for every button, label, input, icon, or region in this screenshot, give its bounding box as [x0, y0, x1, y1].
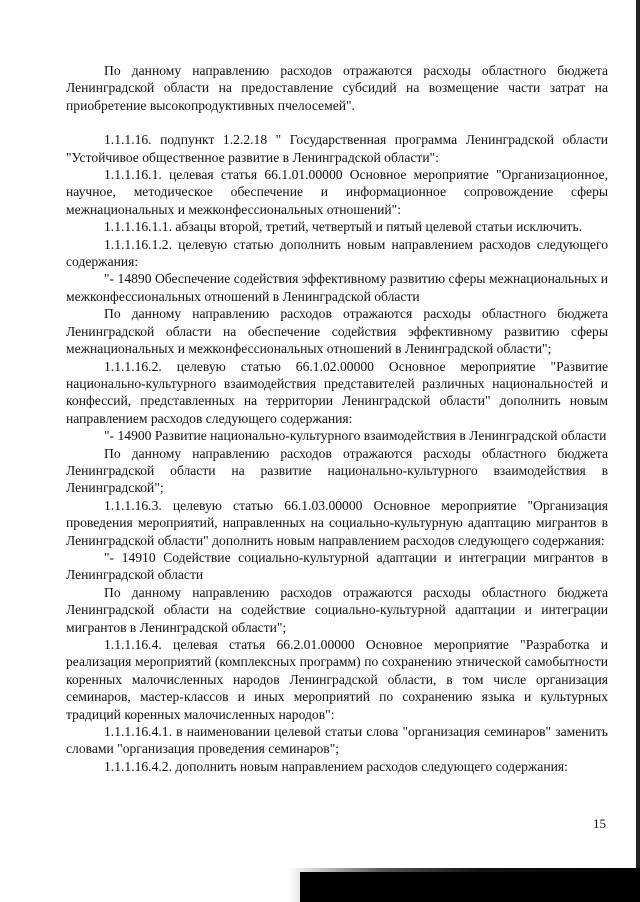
paragraph-1-1-1-16-4-2: 1.1.1.16.4.2. дополнить новым направлением расходов следующего содержания: [104, 758, 568, 774]
scan-shadow-bottom-solid [300, 872, 640, 902]
document-body [66, 62, 608, 775]
paragraph-1-1-1-16-1-2: 1.1.1.16.1.2. целевую статью дополнить новым направлением расходов следующего содержания: [66, 236, 608, 270]
paragraph-1-1-1-16-1: 1.1.1.16.1. целевая статья 66.1.01.00000 Основное мероприятие "Организационное, научное, методическое обеспечение и информационное сопровождение сферы межнациональных и межконфессиональных отношений": [66, 167, 608, 217]
scan-edge-right [636, 0, 640, 902]
paragraph-14890-description: По данному направлению расходов отражаются расходы областного бюджета Ленинградской области на обеспечение содействия эффективному развитию сферы межнациональных и межконфессиональных отношений в Ленинградской области"; [66, 306, 608, 357]
paragraph-1-1-1-16: 1.1.1.16. подпункт 1.2.2.18 " Государственная программа Ленинградской области "Устойчивое общественное развитие в Ленинградской области": [66, 132, 608, 165]
paragraph-1-1-1-16-1-1: 1.1.1.16.1.1. абзацы второй, третий, четвертый и пятый целевой статьи исключить. [104, 219, 583, 235]
paragraph-14900-description: По данному направлению расходов отражаются расходы областного бюджета Ленинградской области на развитие национально-культурного взаимодействия в Ленинградской"; [66, 445, 608, 496]
paragraph-gap [66, 114, 608, 131]
page-number: 15 [593, 816, 606, 831]
paragraph-subsidies-bees: По данному направлению расходов отражаются расходы областного бюджета Ленинградской области на предоставление субсидий на возмещение части затрат на приобретение высокопродуктивных пчелосемей". [66, 63, 608, 113]
paragraph-14900: "- 14900 Развитие национально-культурного взаимодействия в Ленинградской области [104, 428, 607, 444]
paragraph-1-1-1-16-3: 1.1.1.16.3. целевую статью 66.1.03.00000 Основное мероприятие "Организация проведения мероприятий, направленных на социально-культурную адаптацию мигрантов в Ленинградской области" дополнить новым направлением расходов следующего содержания: [66, 497, 608, 548]
paragraph-1-1-1-16-4-1: 1.1.1.16.4.1. в наименовании целевой статьи слова "организация семинаров" заменить словами "организация проведения семинаров"; [66, 724, 608, 757]
paragraph-1-1-1-16-4: 1.1.1.16.4. целевая статья 66.2.01.00000 Основное мероприятие "Разработка и реализация мероприятий (комплексных программ) по сохранению этнической самобытности коренных малочисленных народов Ленинградской области, в том числе организация семинаров, мастер-классов и иных мероприятий по сохранению языка и культурных традиций коренных малочисленных народов": [66, 637, 608, 722]
paragraph-1-1-1-16-2: 1.1.1.16.2. целевую статью 66.1.02.00000 Основное мероприятие "Развитие национально-культурного взаимодействия представителей различных национальностей и конфессий, представленных на территории Ленинградской области" дополнить новым направлением расходов следующего содержания: [66, 358, 608, 426]
paragraph-14890: "- 14890 Обеспечение содействия эффективному развитию сферы межнациональных и межконфессиональных отношений в Ленинградской области [66, 271, 608, 304]
paragraph-14910: "- 14910 Содействие социально-культурной адаптации и интеграции мигрантов в Ленинградской области [66, 549, 608, 583]
paragraph-14910-description: По данному направлению расходов отражаются расходы областного бюджета Ленинградской области на содействие социально-культурной адаптации и интеграции мигрантов в Ленинградской области"; [66, 584, 608, 635]
